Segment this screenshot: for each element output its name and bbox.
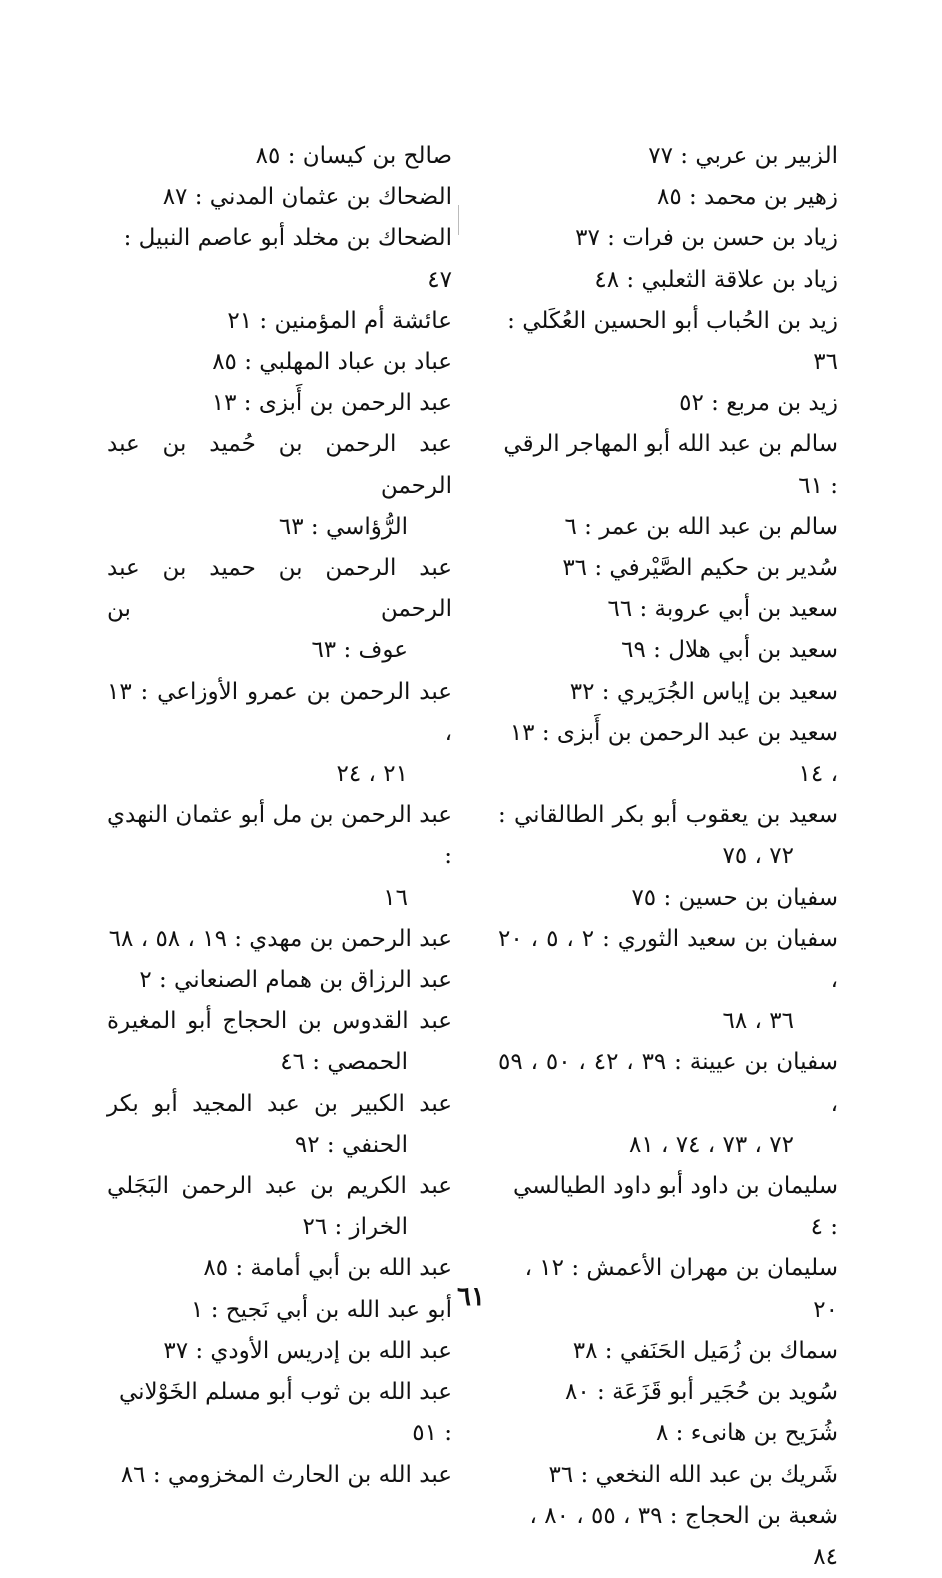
index-entry bbox=[107, 1455, 452, 1496]
index-entry-text: سالم بن عبد الله بن عمر : ٦ bbox=[564, 513, 838, 540]
index-entry-text: شعبة بن الحجاج : ٣٩ ، ٥٥ ، ٨٠ ، ٨٤ bbox=[529, 1502, 838, 1570]
index-entry bbox=[107, 218, 452, 300]
index-entry-text: سماك بن زُمَيل الحَنَفي : ٣٨ bbox=[572, 1337, 838, 1364]
index-entry-first-line: عبد الرحمن بن مل أبو عثمان النهدي : bbox=[107, 802, 452, 870]
index-entry-text: عبد الله بن أبي أمامة : ٨٥ bbox=[203, 1255, 452, 1282]
index-entry-continuation: عوف : ٦٣ bbox=[311, 637, 408, 664]
index-entry bbox=[107, 1001, 452, 1083]
index-entry bbox=[498, 218, 838, 259]
index-entry-continuation: الرُّؤاسي : ٦٣ bbox=[278, 513, 408, 540]
index-entry-continuation: ١٦ bbox=[383, 884, 408, 911]
index-entry bbox=[498, 672, 838, 713]
index-entry bbox=[498, 589, 838, 630]
index-entry bbox=[498, 1413, 838, 1454]
index-entry bbox=[498, 1331, 838, 1372]
index-entry bbox=[107, 383, 452, 424]
index-entry bbox=[498, 1372, 838, 1413]
index-entry bbox=[498, 1496, 838, 1578]
index-entry bbox=[498, 136, 838, 177]
index-entry-text: سعيد بن أبي عروبة : ٦٦ bbox=[607, 596, 838, 623]
index-entry-text: زياد بن علاقة الثعلبي : ٤٨ bbox=[594, 266, 838, 293]
index-entry-text: عبد الرزاق بن همام الصنعاني : ٢ bbox=[139, 967, 452, 994]
index-entry-text: شَريك بن عبد الله النخعي : ٣٦ bbox=[548, 1461, 838, 1488]
index-entry-text: سُويد بن حُجَير أبو قَزَعَة : ٨٠ bbox=[565, 1379, 838, 1406]
index-entry bbox=[498, 548, 838, 589]
index-entry bbox=[107, 1166, 452, 1248]
index-entry bbox=[498, 507, 838, 548]
index-entry-first-line: سفيان بن سعيد الثوري : ٢ ، ٥ ، ٢٠ ، bbox=[498, 925, 839, 994]
index-entry bbox=[498, 1042, 838, 1166]
index-entry-text: الضحاك بن عثمان المدني : ٨٧ bbox=[162, 184, 452, 211]
index-entry-text: صالح بن كيسان : ٨٥ bbox=[255, 143, 452, 169]
index-entry bbox=[498, 713, 838, 795]
index-entry bbox=[107, 424, 452, 548]
index-entry-text: أبو عبد الله بن أبي نَجيح : ١ bbox=[191, 1296, 452, 1323]
index-entry-text: شُرَيح بن هانىء : ٨ bbox=[656, 1420, 838, 1447]
index-entry bbox=[498, 177, 838, 218]
index-entry bbox=[107, 1372, 452, 1454]
index-entry-continuation: ٧٢ ، ٧٣ ، ٧٤ ، ٨١ bbox=[628, 1131, 794, 1158]
page-number: ٦١ bbox=[457, 1282, 485, 1312]
index-entry bbox=[498, 1455, 838, 1496]
index-entry-first-line: سفيان بن عيينة : ٣٩ ، ٤٢ ، ٥٠ ، ٥٩ ، bbox=[498, 1049, 839, 1117]
index-entry bbox=[498, 1166, 838, 1248]
index-entry bbox=[107, 1331, 452, 1372]
index-entry-text: زياد بن حسن بن فرات : ٣٧ bbox=[575, 225, 838, 252]
index-entry-text: عبد الله بن إدريس الأودي : ٣٧ bbox=[163, 1337, 452, 1364]
index-entry-text: سليمان بن مهران الأعمش : ١٢ ، ٢٠ bbox=[524, 1255, 838, 1323]
index-entry bbox=[107, 136, 452, 177]
index-entry-text: الضحاك بن مخلد أبو عاصم النبيل : ٤٧ bbox=[123, 225, 452, 293]
index-entry-text: سليمان بن داود أبو داود الطيالسي : ٤ bbox=[512, 1173, 838, 1241]
index-entry-text: الزبير بن عربي : ٧٧ bbox=[648, 143, 838, 169]
index-entry bbox=[498, 424, 838, 506]
index-entry-first-line: عبد الرحمن بن عمرو الأوزاعي : ١٣ ، bbox=[107, 678, 452, 746]
index-entry bbox=[107, 919, 452, 960]
index-entry-text: عبد الرحمن بن مهدي : ١٩ ، ٥٨ ، ٦٨ bbox=[108, 925, 452, 952]
index-entry-text: عبد الله بن ثوب أبو مسلم الخَوْلاني : ٥١ bbox=[118, 1379, 452, 1447]
index-entry bbox=[107, 672, 452, 796]
index-entry bbox=[498, 383, 838, 424]
index-entry-text: زيد بن مربع : ٥٢ bbox=[679, 390, 838, 417]
index-entry-first-line: سعيد بن يعقوب أبو بكر الطالقاني : bbox=[498, 802, 838, 829]
index-entry bbox=[498, 795, 838, 877]
index-entry-text: سفيان بن حسين : ٧٥ bbox=[631, 884, 838, 911]
index-entry-first-line: عبد القدوس بن الحجاج أبو المغيرة bbox=[107, 1008, 452, 1035]
index-entry-text: زيد بن الحُباب أبو الحسين العُكَلي : ٣٦ bbox=[507, 307, 838, 376]
index-entry-text: زهير بن محمد : ٨٥ bbox=[656, 184, 838, 211]
index-entry bbox=[498, 878, 838, 919]
index-entry bbox=[107, 960, 452, 1001]
index-entry-first-line: عبد الرحمن بن حُميد بن عبد الرحمن bbox=[107, 431, 452, 499]
index-entry-text: عباد بن عباد المهلبي : ٨٥ bbox=[212, 349, 452, 376]
column-divider bbox=[458, 205, 459, 235]
index-entry-text: سعيد بن إياس الجُرَيري : ٣٢ bbox=[569, 678, 838, 705]
index-entry-continuation: الحمصي : ٤٦ bbox=[280, 1049, 408, 1076]
index-entry bbox=[107, 548, 452, 672]
index-entry-text: سُدير بن حكيم الصَّيْرفي : ٣٦ bbox=[562, 555, 838, 582]
index-entry bbox=[498, 630, 838, 671]
index-entry bbox=[498, 301, 838, 383]
index-entry-text: سعيد بن عبد الرحمن بن أَبزى : ١٣ ، ١٤ bbox=[509, 719, 838, 788]
index-entry-continuation: الحنفي : ٩٢ bbox=[294, 1131, 408, 1158]
index-entry-text: عبد الله بن الحارث المخزومي : ٨٦ bbox=[120, 1461, 452, 1488]
index-entry bbox=[107, 795, 452, 919]
index-entry-text: عبد الرحمن بن أَبزى : ١٣ bbox=[211, 390, 452, 417]
index-entry-first-line: عبد الكبير بن عبد المجيد أبو بكر bbox=[107, 1090, 452, 1117]
index-entry-text: سالم بن عبد الله أبو المهاجر الرقي : ٦١ bbox=[503, 431, 838, 499]
index-entry bbox=[498, 919, 838, 1043]
index-entry-text: سعيد بن أبي هلال : ٦٩ bbox=[621, 637, 838, 664]
index-entry-first-line: عبد الرحمن بن حميد بن عبد الرحمن بن bbox=[107, 555, 452, 623]
index-entry bbox=[107, 1084, 452, 1166]
index-entry-text: عائشة أم المؤمنين : ٢١ bbox=[227, 307, 452, 334]
index-entry bbox=[107, 177, 452, 218]
index-entry-continuation: ٢١ ، ٢٤ bbox=[336, 761, 408, 788]
index-entry-continuation: ٣٦ ، ٦٨ bbox=[722, 1008, 794, 1035]
index-entry bbox=[107, 301, 452, 342]
right-index-column bbox=[498, 136, 838, 1578]
index-entry-continuation: ٧٢ ، ٧٥ bbox=[722, 843, 794, 870]
index-entry bbox=[498, 260, 838, 301]
index-entry-first-line: عبد الكريم بن عبد الرحمن البَجَلي bbox=[107, 1173, 452, 1200]
index-entry-continuation: الخراز : ٢٦ bbox=[302, 1214, 408, 1241]
index-entry bbox=[107, 342, 452, 383]
